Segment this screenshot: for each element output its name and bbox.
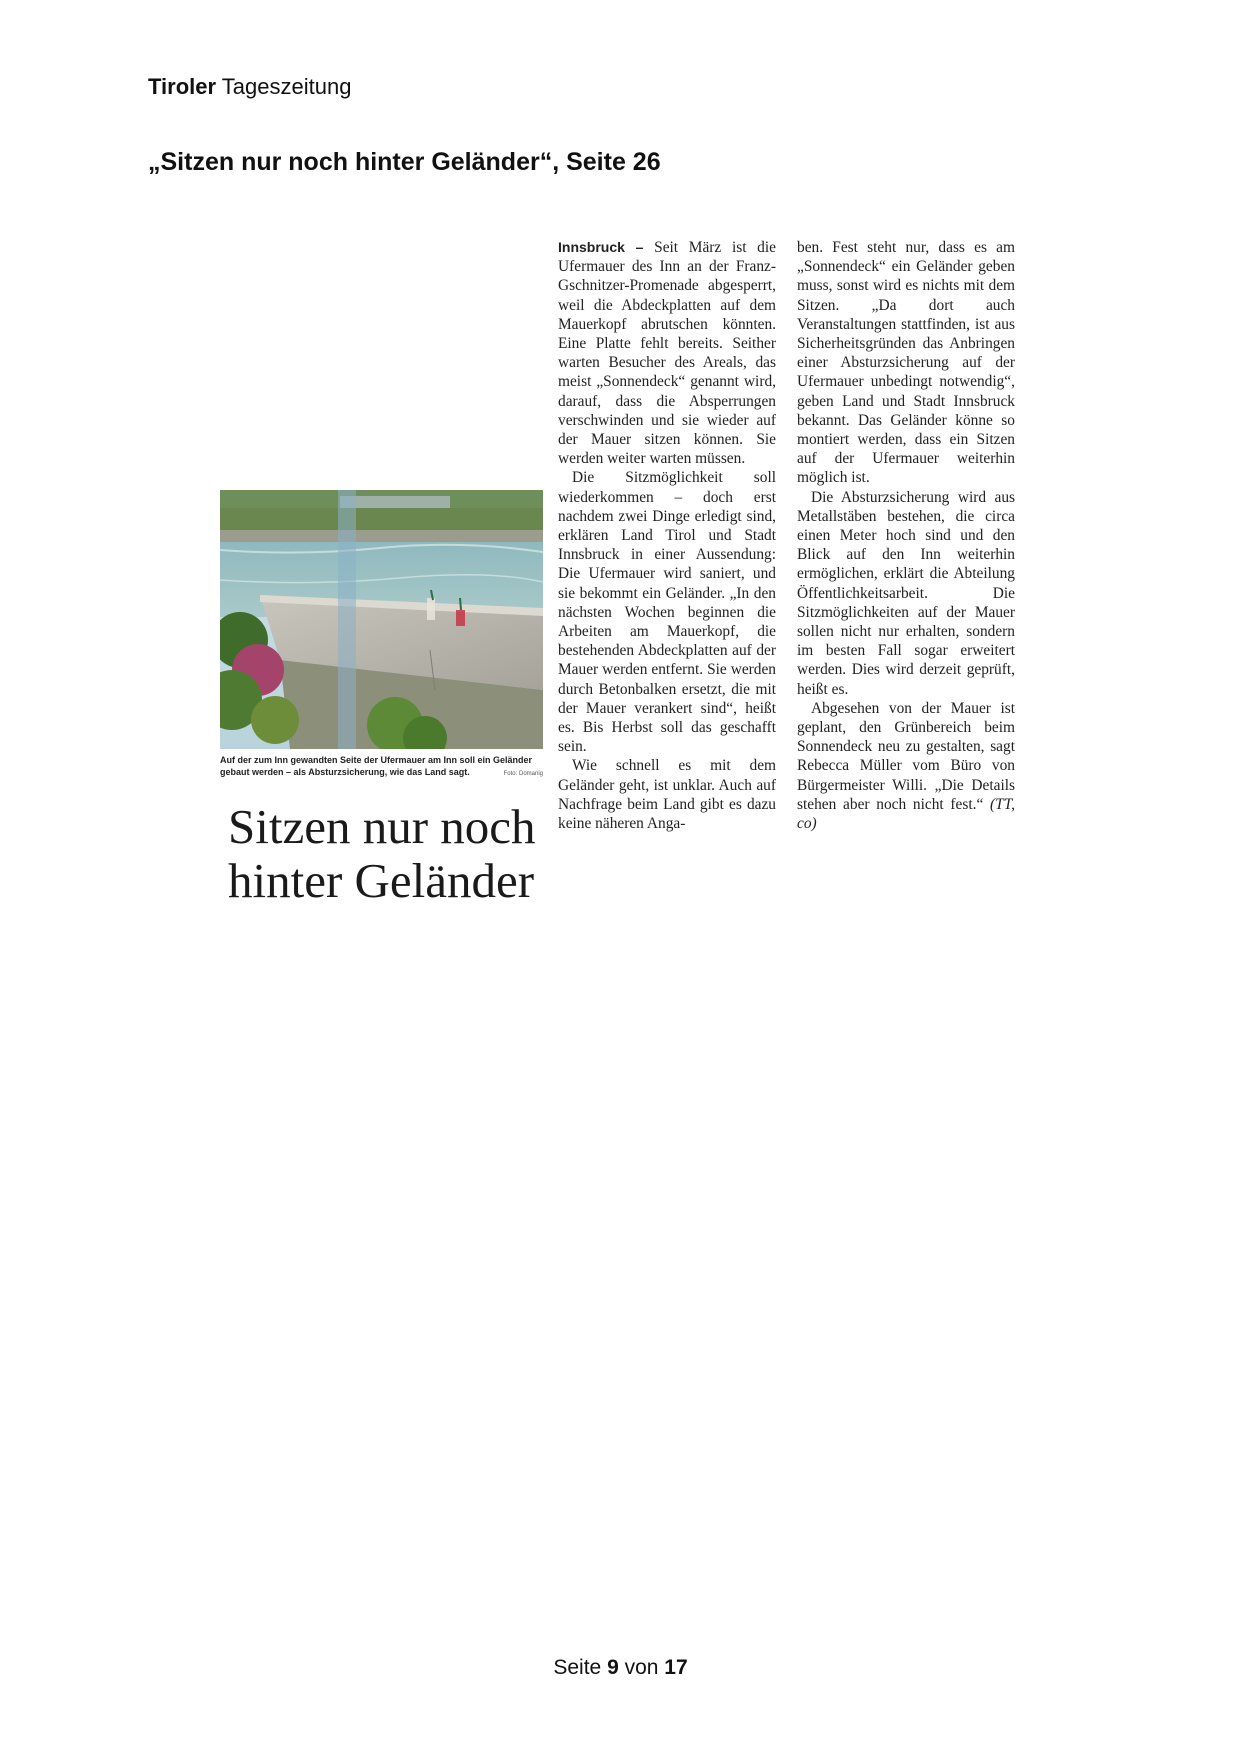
of-word: von <box>624 1656 659 1679</box>
article-paragraph: Die Absturzsicherung wird aus Metallstäben bestehen, die circa einen Meter hoch sind und den Blick auf den Inn weiterhin ermöglichen, erklärt die Abteilung Öffentlichkeitsarbeit. Die Sitzmöglichkeiten auf der Mauer sollen nicht nur erhalten, sondern im besten Fall sogar erweitert werden. Dies wird derzeit geprüft, heißt es. <box>797 488 1015 698</box>
newspaper-clipping <box>220 238 1020 908</box>
headline-line-2: hinter Geländer <box>228 853 535 908</box>
paragraph-text: Abgesehen von der Mauer ist geplant, den Grünbereich beim Sonnendeck neu zu gestalten, sagt Rebecca Müller vom Büro von Bürgermeister Willi. „Die Details stehen aber noch nicht fest.“ <box>797 699 1015 813</box>
page-footer <box>0 1656 1241 1680</box>
publication-name <box>148 74 351 100</box>
article-column-2 <box>797 238 1015 833</box>
publication-name-rest: Tageszeitung <box>221 74 352 99</box>
document-title: „Sitzen nur noch hinter Geländer“, Seite 26 <box>148 148 661 176</box>
article-photo <box>220 490 543 749</box>
article-paragraph: Wie schnell es mit dem Geländer geht, ist unklar. Auch auf Nachfrage beim Land gibt es dazu keine näheren Anga- <box>558 757 776 833</box>
paragraph-text: Seit März ist die Ufermauer des Inn an der Franz-Gschnitzer-Promenade abgesperrt, weil die Abdeckplatten auf dem Mauerkopf abrutschen könnten. Eine Platte fehlt bereits. Seither warten Besucher des Areals, das meist „Sonnendeck“ genannt wird, darauf, dass die Absperrungen verschwinden und sie wieder auf der Mauer sitzen können. Sie werden weiter warten müssen. <box>558 239 776 468</box>
dateline: Innsbruck – <box>558 239 644 255</box>
article-column-1 <box>558 238 776 833</box>
publication-name-bold: Tiroler <box>148 74 217 99</box>
photo-credit: Foto: Domanig <box>503 771 543 777</box>
author-signature: (TT, co) <box>797 795 1015 833</box>
photo-caption <box>220 754 543 780</box>
article-paragraph: ben. Fest steht nur, dass es am „Sonnendeck“ ein Geländer geben muss, sonst wird es nichts mit dem Sitzen. „Da dort auch Veranstaltungen stattfinden, ist aus Sicherheitsgründen das Anbringen einer Absturzsicherung auf der Ufermauer unbedingt notwendig“, geben Land und Stadt Innsbruck bekannt. Das Geländer könne so montiert werden, dass ein Sitzen auf der Ufermauer weiterhin möglich ist. <box>797 239 1015 487</box>
page-word: Seite <box>553 1656 602 1679</box>
article-paragraph: Die Sitzmöglichkeit soll wiederkommen – doch erst nachdem zwei Dinge erledigt sind, erklären Land Tirol und Stadt Innsbruck in einer Aussendung: Die Ufermauer wird saniert, und sie bekommt ein Geländer. „In den nächsten Wochen beginnen die Arbeiten am Mauerkopf, die bestehenden Abdeckplatten auf der Mauer werden entfernt. Sie werden durch Betonbalken ersetzt, die mit der Mauer verankert sind“, heißt es. Bis Herbst soll das geschafft sein. <box>558 469 776 756</box>
photo-caption-text: Auf der zum Inn gewandten Seite der Ufermauer am Inn soll ein Geländer gebaut werden – als Absturzsicherung, wie das Land sagt. <box>220 755 533 777</box>
article-headline <box>228 800 548 908</box>
total-pages: 17 <box>664 1656 688 1679</box>
headline-line-1: Sitzen nur noch <box>228 799 536 854</box>
article-paragraph <box>558 238 776 468</box>
page-number: 9 <box>607 1656 619 1679</box>
article-paragraph <box>797 699 1015 833</box>
